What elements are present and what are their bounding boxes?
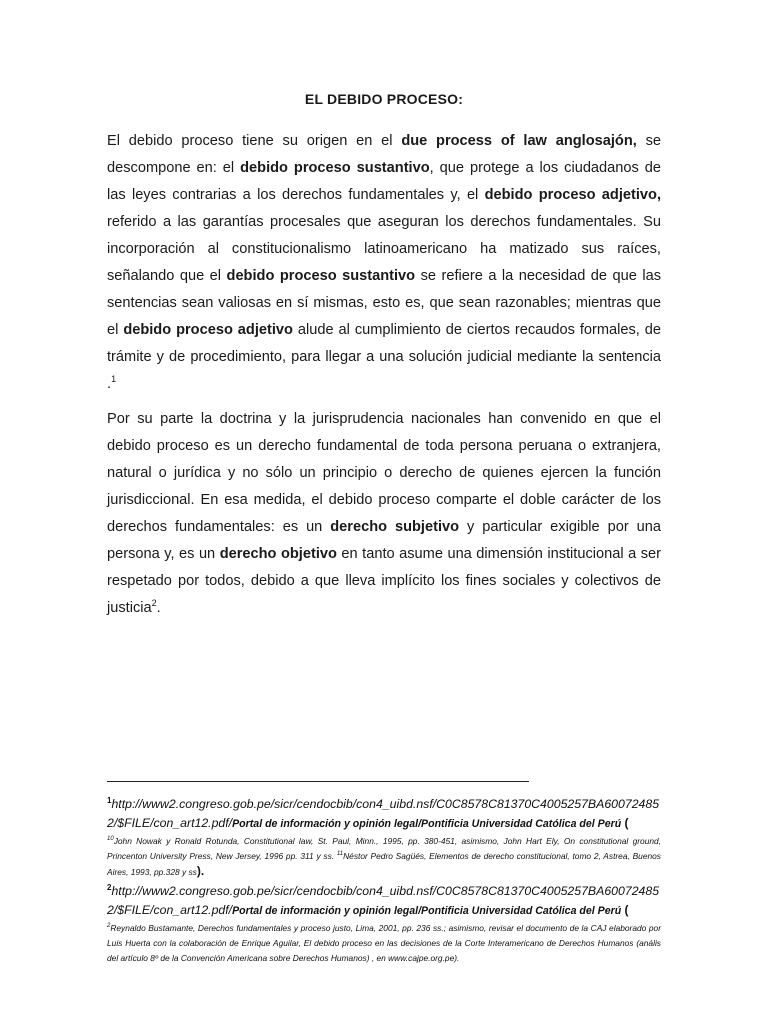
text-run: en tanto asume una dimensión institucional a ser respetado por todos, debido a que lleva implícito los fines sociales y colectivos de justicia (107, 546, 661, 616)
text-run: El debido proceso tiene su origen en el (107, 133, 402, 149)
ref-text: John Nowak y Ronald Rotunda, Constitutional law, St. Paul, Minn., 1995, pp. 380-451, asimismo, John Hart Ely, On constitutional ground, Princenton University Press, New Jersey, 1996 pp. 311 y ss. (107, 836, 661, 861)
footnote-number: 1 (107, 795, 112, 805)
footnote-source: Portal de información y opinión legal/Pontificia Universidad Católica del Perú (232, 905, 622, 917)
footnote-2 (107, 882, 661, 966)
paren-open: ( (621, 816, 629, 830)
footnote-reference (107, 834, 661, 880)
footnote-url (107, 882, 661, 921)
ref-text: Reynaldo Bustamante, Derechos fundamentales y proceso justo, Lima, 2001, pp. 236 ss.; asimismo, revisar el documento de la CAJ elaborado por Luis Huerta con la colaboración de Enrique Aguilar, El debido proceso en las decisiones de la Corte Interamericano de Derechos Humanos (anális del artículo 8º de la Convención Americana sobre Derechos Humanos) , en www.cajpe.org.pe (107, 923, 661, 963)
text-run: . (156, 600, 161, 616)
footnote-source: Portal de información y opinión legal/Pontificia Universidad Católica del Perú (232, 818, 622, 830)
paren-open: ( (621, 903, 629, 917)
bold-term: due process of law anglosajón, (401, 133, 637, 149)
bold-term: derecho subjetivo (330, 519, 460, 535)
bold-term: debido proceso adjetivo, (484, 187, 661, 203)
ref-number: 11 (336, 851, 344, 858)
paren-close: ). (454, 953, 460, 963)
paragraph-origin (107, 128, 661, 398)
ref-number: 10 (107, 836, 114, 843)
footnote-ref[interactable]: 2 (151, 598, 157, 609)
ref-number: 2 (107, 923, 111, 930)
text-run: se descompone en: el (107, 133, 662, 176)
footnote-link[interactable]: http://www2.congreso.gob.pe/sicr/cendocbib/con4_uibd.nsf/C0C8578C81370C4005257BA600724852/$FILE/con_art12.pdf/ (107, 797, 660, 830)
footnote-reference (107, 921, 661, 966)
text-run: , que protege a los ciudadanos de las leyes contrarias a los derechos fundamentales y, el (107, 160, 662, 203)
document-title: EL DEBIDO PROCESO: (304, 91, 464, 107)
ref-text: Néstor Pedro Sagüés, Elementos de derecho constitucional, tomo 2, Astrea, Buenos Aires, 1993, pp.328 y ss (107, 851, 661, 877)
paren-close: ). (196, 864, 205, 878)
text-run: y particular exigible por una persona y, es un (107, 519, 661, 562)
footnote-link[interactable]: http://www2.congreso.gob.pe/sicr/cendocbib/con4_uibd.nsf/C0C8578C81370C4005257BA600724852/$FILE/con_art12.pdf/ (107, 884, 660, 917)
bold-term: debido proceso sustantivo (240, 160, 430, 176)
footnote-ref[interactable]: 1 (111, 374, 117, 385)
bold-term: debido proceso adjetivo (123, 322, 293, 338)
bold-term: debido proceso sustantivo (226, 268, 416, 284)
bold-term: derecho objetivo (219, 546, 337, 562)
footnote-1 (107, 795, 661, 880)
text-run: se refiere a la necesidad de que las sentencias sean valiosas en sí mismas, esto es, que sean razonables; mientras que el (107, 268, 661, 338)
text-run: referido a las garantías procesales que aseguran los derechos fundamentales. Su incorporación al constitucionalismo latinoamericano ha matizado sus raíces, señalando que el (107, 214, 661, 284)
text-run: alude al cumplimiento de ciertos recaudos formales, de trámite y de procedimiento, para llegar a una solución judicial mediante la sentencia . (107, 322, 662, 392)
footnote-separator (107, 781, 529, 782)
text-run: Por su parte la doctrina y la jurisprudencia nacionales han convenido en que el debido proceso es un derecho fundamental de toda persona peruana o extranjera, natural o jurídica y no sólo un principio o derecho de quienes ejercen la función jurisdiccional. En esa medida, el debido proceso comparte el doble carácter de los derechos fundamentales: es un (107, 411, 661, 535)
footnotes (107, 795, 661, 968)
footnote-url (107, 795, 661, 834)
paragraph-doctrine (107, 406, 661, 622)
footnote-number: 2 (107, 882, 112, 892)
